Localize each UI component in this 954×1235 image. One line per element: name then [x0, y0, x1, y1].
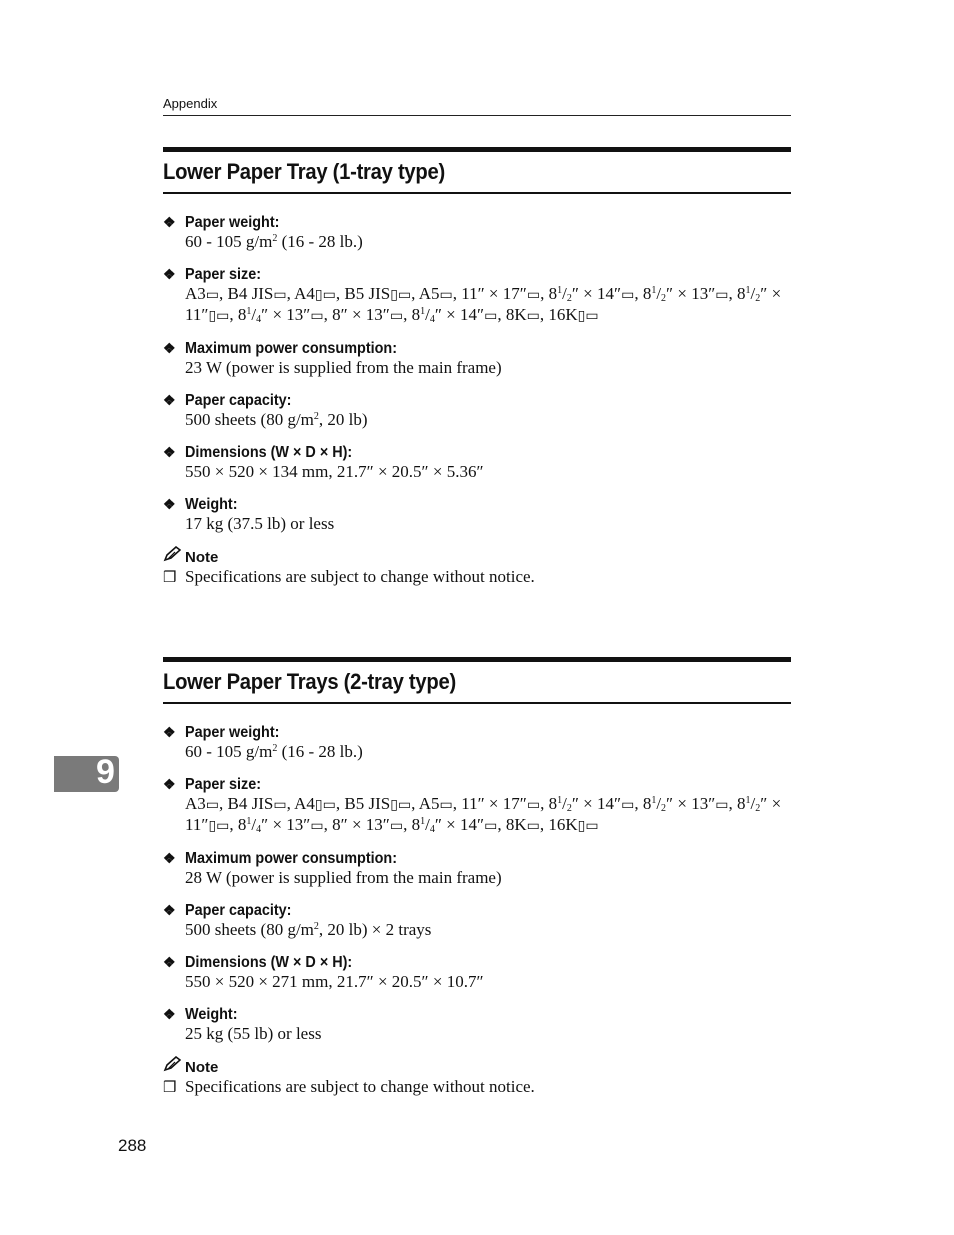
spec-item — [163, 390, 791, 430]
spec-label: Paper size: — [185, 266, 262, 283]
spec-item — [163, 900, 791, 940]
section-title: Lower Paper Trays (2-tray type) — [163, 669, 456, 694]
spec-label: Dimensions (W × D × H): — [185, 954, 353, 971]
spec-item — [163, 848, 791, 888]
spec-label-row — [163, 212, 791, 232]
spec-label: Paper size: — [185, 776, 262, 793]
spec-item — [163, 338, 791, 378]
note-item — [163, 1076, 791, 1099]
diamond-bullet-icon: ❖ — [163, 266, 176, 282]
section-bottom-rule — [163, 702, 791, 704]
note-label: Note — [185, 549, 219, 566]
section-bottom-rule — [163, 192, 791, 194]
spec-value: 28 W (power is supplied from the main frame) — [185, 868, 502, 887]
spec-value: 60 - 105 $g/m^2$ (16 - 28 lb.) — [185, 742, 363, 761]
spec-label: Dimensions (W × D × H): — [185, 444, 353, 461]
diamond-bullet-icon: ❖ — [163, 340, 176, 356]
section-2-tray — [163, 657, 791, 1099]
spec-label: Weight: — [185, 496, 238, 513]
spec-label-row — [163, 952, 791, 972]
note-label: Note — [185, 1059, 219, 1076]
spec-item — [163, 442, 791, 482]
spec-item — [163, 722, 791, 762]
section-top-rule — [163, 147, 791, 152]
spec-item — [163, 1004, 791, 1044]
diamond-bullet-icon: ❖ — [163, 1006, 176, 1022]
note-text: Specifications are subject to change without notice. — [185, 1077, 535, 1096]
pencil-icon — [163, 1056, 185, 1078]
note-heading — [163, 546, 791, 566]
section-1-tray — [163, 147, 791, 589]
diamond-bullet-icon: ❖ — [163, 724, 176, 740]
spec-label-row — [163, 390, 791, 410]
spec-value: 550 × 520 × 134 mm, 21.7″ × 20.5″ × 5.36″ — [185, 462, 484, 481]
checkbox-bullet-icon: ❒ — [163, 570, 177, 586]
spec-label-row — [163, 774, 791, 794]
spec-label-row — [163, 722, 791, 742]
diamond-bullet-icon: ❖ — [163, 902, 176, 918]
note-heading — [163, 1056, 791, 1076]
header-rule — [163, 115, 791, 116]
spec-item — [163, 212, 791, 252]
section-top-rule — [163, 657, 791, 662]
pencil-icon — [163, 546, 185, 568]
spec-value: 17 kg (37.5 lb) or less — [185, 514, 335, 533]
spec-value: A3▭, B4 JIS▭, A4▯▭, B5 JIS▯▭, A5▭, 11″ × 17″▭, $8^1/_2''$ × 14″▭, $8^1/_2''$ × 13″▭, $8^1/_2''$ × 11″▯▭, $8^1/_4''$ × 13″▭, 8″ × 13″▭, $8^1/_4''$ × 14″▭, 8K▭, 16K▯▭ — [185, 794, 782, 835]
spec-item — [163, 774, 791, 836]
spec-label-row — [163, 1004, 791, 1024]
spec-item — [163, 264, 791, 326]
running-head: Appendix — [163, 96, 218, 111]
diamond-bullet-icon: ❖ — [163, 444, 176, 460]
spec-label-row — [163, 900, 791, 920]
chapter-number: 9 — [96, 753, 115, 791]
section-title: Lower Paper Tray (1-tray type) — [163, 159, 445, 184]
spec-label: Paper weight: — [185, 214, 280, 231]
spec-item — [163, 494, 791, 534]
spec-label: Paper capacity: — [185, 902, 292, 919]
spec-value: 550 × 520 × 271 mm, 21.7″ × 20.5″ × 10.7″ — [185, 972, 484, 991]
spec-label-row — [163, 338, 791, 358]
note-item — [163, 566, 791, 589]
spec-label-row — [163, 264, 791, 284]
diamond-bullet-icon: ❖ — [163, 776, 176, 792]
spec-value: A3▭, B4 JIS▭, A4▯▭, B5 JIS▯▭, A5▭, 11″ × 17″▭, $8^1/_2''$ × 14″▭, $8^1/_2''$ × 13″▭, $8^1/_2''$ × 11″▯▭, $8^1/_4''$ × 13″▭, 8″ × 13″▭, $8^1/_4''$ × 14″▭, 8K▭, 16K▯▭ — [185, 284, 782, 325]
spec-label: Weight: — [185, 1006, 238, 1023]
spec-value: 23 W (power is supplied from the main frame) — [185, 358, 502, 377]
note-text: Specifications are subject to change without notice. — [185, 567, 535, 586]
spec-label: Maximum power consumption: — [185, 850, 398, 867]
diamond-bullet-icon: ❖ — [163, 850, 176, 866]
spec-value: 500 sheets (80 $g/m^2$, 20 lb) — [185, 410, 368, 429]
checkbox-bullet-icon: ❒ — [163, 1080, 177, 1096]
spec-label-row — [163, 442, 791, 462]
spec-label: Paper capacity: — [185, 392, 292, 409]
spec-label-row — [163, 848, 791, 868]
spec-value: 25 kg (55 lb) or less — [185, 1024, 322, 1043]
spec-label: Maximum power consumption: — [185, 340, 398, 357]
spec-label-row — [163, 494, 791, 514]
spec-value: 60 - 105 $g/m^2$ (16 - 28 lb.) — [185, 232, 363, 251]
diamond-bullet-icon: ❖ — [163, 496, 176, 512]
page-number: 288 — [118, 1136, 147, 1155]
diamond-bullet-icon: ❖ — [163, 392, 176, 408]
diamond-bullet-icon: ❖ — [163, 214, 176, 230]
spec-value: 500 sheets (80 $g/m^2$, 20 lb) × 2 trays — [185, 920, 432, 939]
spec-item — [163, 952, 791, 992]
spec-label: Paper weight: — [185, 724, 280, 741]
diamond-bullet-icon: ❖ — [163, 954, 176, 970]
